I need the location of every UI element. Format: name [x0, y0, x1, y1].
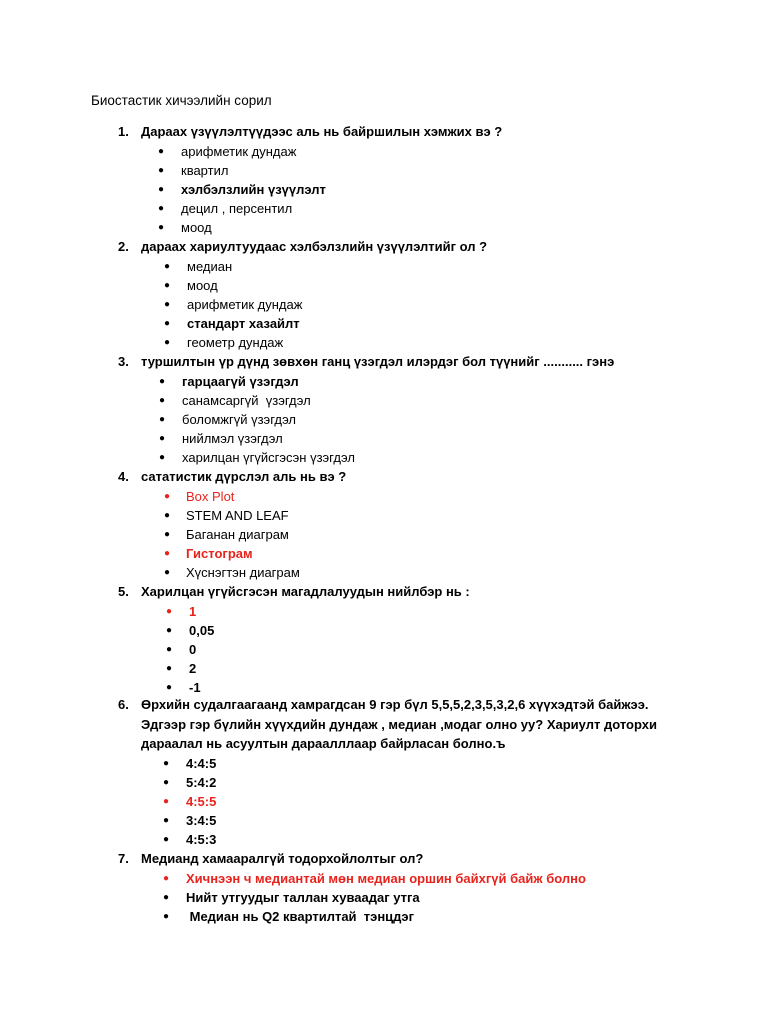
question-number: 5.: [118, 584, 129, 599]
answer-options: [118, 487, 678, 583]
answer-option: [118, 544, 678, 563]
question-7: [118, 849, 678, 926]
question-6: [118, 695, 678, 849]
answer-option: [118, 429, 678, 448]
option-text: 2: [189, 661, 197, 677]
option-text: нийлмэл үзэгдэл: [182, 431, 283, 447]
question-text: туршилтын үр дүнд зөвхөн ганц үзэгдэл илэрдэг бол түүнийг ........... гэнэ: [141, 354, 615, 369]
bullet-icon: ●: [158, 183, 165, 195]
bullet-icon: ●: [159, 413, 166, 425]
bullet-icon: ●: [164, 260, 171, 272]
bullet-icon: ●: [159, 452, 166, 464]
option-text: 4:4:5: [186, 755, 217, 771]
answer-option: [118, 792, 678, 811]
option-text: 0: [189, 641, 197, 657]
answer-option: [118, 295, 678, 314]
question-3: [118, 352, 678, 467]
option-text: 4:5:5: [186, 793, 217, 809]
option-text: арифметик дундаж: [181, 143, 297, 159]
bullet-icon: ●: [164, 279, 171, 291]
option-text: 0,05: [189, 622, 215, 638]
option-text: децил , персентил: [181, 201, 293, 217]
bullet-icon: ●: [164, 298, 171, 310]
option-text: 3:4:5: [186, 813, 217, 829]
answer-option: [118, 888, 678, 907]
answer-options: [118, 602, 678, 698]
answer-option: [118, 372, 678, 391]
answer-option: [118, 830, 678, 849]
answer-option: [118, 773, 678, 792]
question-number: 1.: [118, 124, 129, 139]
bullet-icon: ●: [164, 548, 171, 560]
question-text: Медианд хамааралгүй тодорхойлолтыг ол?: [141, 851, 424, 866]
question-2: [118, 237, 678, 352]
option-text: гарцаагүй үзэгдэл: [182, 373, 299, 389]
bullet-icon: ●: [164, 509, 171, 521]
option-text: стандарт хазайлт: [187, 316, 300, 332]
answer-option: [118, 448, 678, 467]
bullet-icon: ●: [158, 145, 165, 157]
option-text: Нийт утгуудыг таллан хуваадаг утга: [186, 889, 420, 905]
answer-option: [118, 907, 678, 926]
option-text: Хүснэгтэн диаграм: [186, 565, 300, 581]
answer-options: [118, 142, 678, 238]
answer-option: [118, 640, 678, 659]
answer-option: [118, 276, 678, 295]
bullet-icon: ●: [166, 663, 173, 675]
answer-options: [118, 257, 678, 353]
option-text: боломжгүй үзэгдэл: [182, 411, 297, 427]
answer-option: [118, 142, 678, 161]
option-text: Гистограм: [186, 546, 253, 562]
question-number: 6.: [118, 697, 129, 712]
question-number: 2.: [118, 239, 129, 254]
bullet-icon: ●: [159, 375, 166, 387]
question-4: [118, 467, 678, 582]
option-text: Box Plot: [186, 488, 235, 504]
answer-option: [118, 180, 678, 199]
question-number: 3.: [118, 354, 129, 369]
option-text: Медиан нь Q2 квартилтай тэнцдэг: [186, 908, 415, 924]
bullet-icon: ●: [166, 624, 173, 636]
answer-option: [118, 602, 678, 621]
answer-option: [118, 754, 678, 773]
bullet-icon: ●: [164, 528, 171, 540]
option-text: 5:4:2: [186, 774, 217, 790]
answer-option: [118, 506, 678, 525]
option-text: арифметик дундаж: [187, 296, 303, 312]
bullet-icon: ●: [166, 605, 173, 617]
bullet-icon: ●: [164, 490, 171, 502]
question-number: 7.: [118, 851, 129, 866]
answer-option: [118, 869, 678, 888]
answer-options: [118, 754, 678, 850]
answer-option: [118, 410, 678, 429]
bullet-icon: ●: [158, 164, 165, 176]
option-text: геометр дундаж: [187, 335, 284, 351]
option-text: медиан: [187, 258, 233, 274]
answer-option: [118, 621, 678, 640]
bullet-icon: ●: [166, 682, 173, 694]
answer-options: [118, 372, 678, 468]
option-text: STEM AND LEAF: [186, 507, 289, 523]
answer-option: [118, 391, 678, 410]
bullet-icon: ●: [163, 795, 170, 807]
answer-option: [118, 161, 678, 180]
question-1: [118, 122, 678, 237]
bullet-icon: ●: [158, 222, 165, 234]
answer-option: [118, 811, 678, 830]
option-text: моод: [181, 220, 212, 236]
bullet-icon: ●: [164, 318, 171, 330]
option-text: Баганан диаграм: [186, 526, 289, 542]
bullet-icon: ●: [164, 567, 171, 579]
question-5: [118, 582, 678, 697]
question-text: Өрхийн судалгаагаанд хамрагдсан 9 гэр бүл 5,5,5,2,3,5,3,2,6 хүүхэдтэй байжээ. Эдгээр гэр бүлийн хүүхдийн дундаж , медиан ,модаг олно уу? Хариулт доторхи дараалал нь асуултын дараалллаар байрласан болно.ъ: [141, 697, 657, 751]
option-text: харилцан үгүйсгэсэн үзэгдэл: [182, 450, 355, 466]
option-text: -1: [189, 680, 201, 696]
answer-option: [118, 199, 678, 218]
bullet-icon: ●: [159, 394, 166, 406]
question-text: Дараах үзүүлэлтүүдээс аль нь байршилын хэмжих вэ ?: [141, 124, 503, 139]
answer-option: [118, 659, 678, 678]
answer-option: [118, 218, 678, 237]
option-text: 1: [189, 603, 197, 619]
page-title: Биостастик хичээлийн сорил: [91, 93, 272, 108]
answer-option: [118, 563, 678, 582]
answer-option: [118, 525, 678, 544]
bullet-icon: ●: [163, 834, 170, 846]
bullet-icon: ●: [163, 757, 170, 769]
answer-option: [118, 257, 678, 276]
answer-option: [118, 314, 678, 333]
option-text: санамсаргүй үзэгдэл: [182, 392, 311, 408]
bullet-icon: ●: [163, 910, 170, 922]
option-text: моод: [187, 277, 218, 293]
option-text: 4:5:3: [186, 832, 217, 848]
bullet-icon: ●: [164, 337, 171, 349]
answer-option: [118, 487, 678, 506]
bullet-icon: ●: [166, 643, 173, 655]
bullet-icon: ●: [163, 815, 170, 827]
option-text: Хичнээн ч медиантай мөн медиан оршин байхгүй байж болно: [186, 870, 586, 886]
answer-option: [118, 333, 678, 352]
bullet-icon: ●: [158, 203, 165, 215]
option-text: квартил: [181, 162, 229, 178]
option-text: хэлбэлзлийн үзүүлэлт: [181, 181, 326, 197]
bullet-icon: ●: [163, 872, 170, 884]
question-text: Харилцан үгүйсгэсэн магадлалуудын нийлбэр нь :: [141, 584, 470, 599]
question-number: 4.: [118, 469, 129, 484]
answer-options: [118, 869, 678, 927]
question-text: дараах хариултуудаас хэлбэлзлийн үзүүлэлтийг ол ?: [141, 239, 488, 254]
bullet-icon: ●: [163, 776, 170, 788]
bullet-icon: ●: [163, 891, 170, 903]
question-text: сататистик дүрслэл аль нь вэ ?: [141, 469, 347, 484]
bullet-icon: ●: [159, 433, 166, 445]
